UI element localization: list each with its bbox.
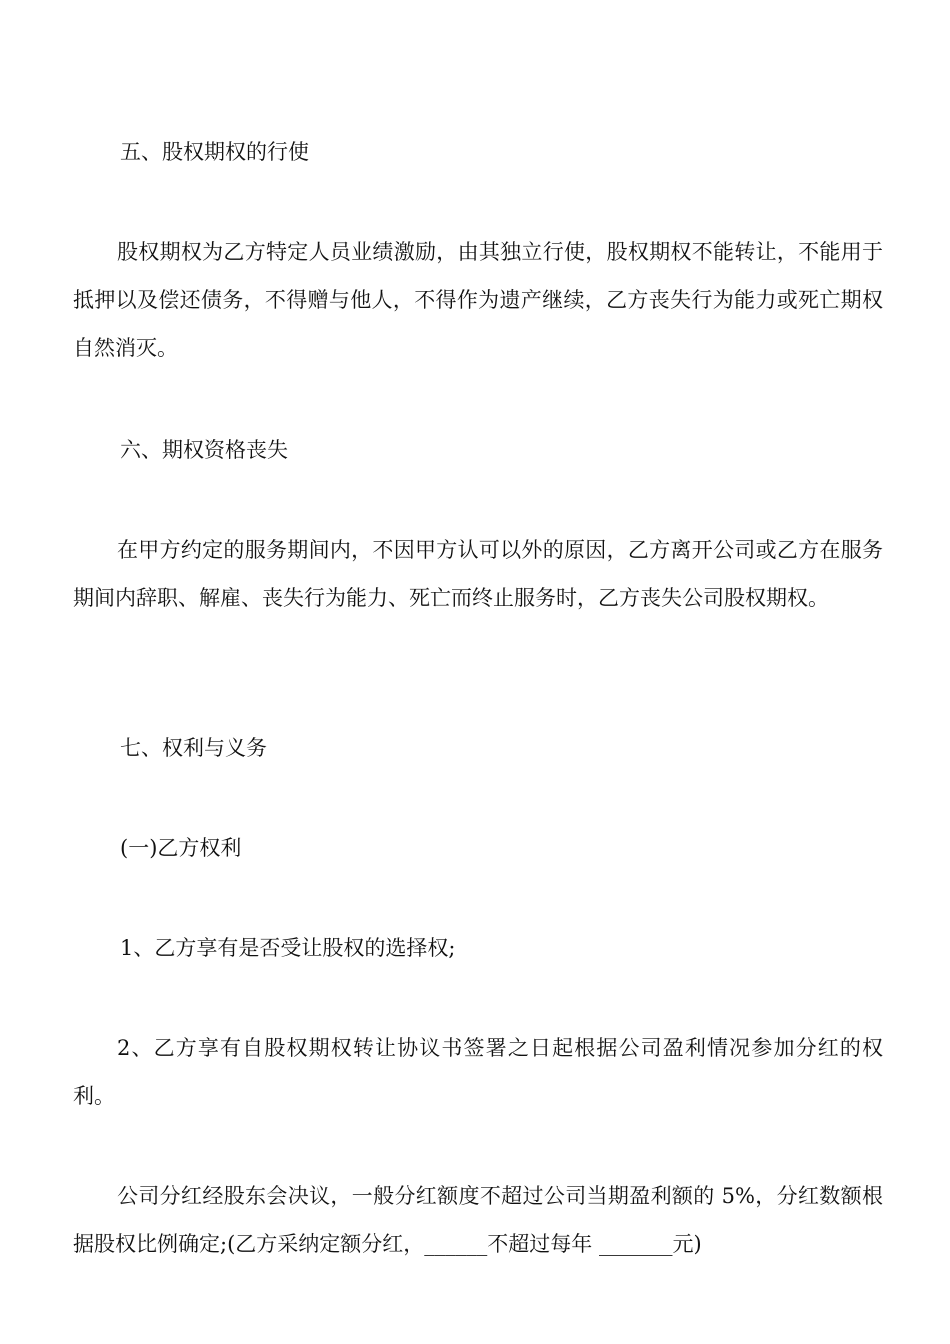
item2-paragraph (73, 1024, 883, 1120)
subsection1-title: (一)乙方权利 (120, 836, 242, 860)
item1-block (120, 924, 820, 972)
section5-heading (120, 128, 820, 176)
section6-paragraph (73, 526, 883, 622)
dividend-text: 公司分红经股东会决议，一般分红额度不超过公司当期盈利额的 5%，分红数额根据股权比例确定;(乙方采纳定额分红，______不超过每年 _______元) (73, 1184, 883, 1256)
dividend-paragraph (73, 1172, 883, 1268)
section5-body: 股权期权为乙方特定人员业绩激励，由其独立行使，股权期权不能转让，不能用于抵押以及偿还债务，不得赠与他人，不得作为遗产继续，乙方丧失行为能力或死亡期权自然消灭。 (73, 240, 883, 360)
section5-title: 五、股权期权的行使 (120, 140, 309, 164)
section6-title: 六、期权资格丧失 (120, 438, 288, 462)
section6-body: 在甲方约定的服务期间内，不因甲方认可以外的原因，乙方离开公司或乙方在服务期间内辞职、解雇、丧失行为能力、死亡而终止服务时，乙方丧失公司股权期权。 (73, 538, 883, 610)
section7-title: 七、权利与义务 (120, 736, 267, 760)
item1-text: 1、乙方享有是否受让股权的选择权; (120, 936, 456, 960)
item2-text: 2、乙方享有自股权期权转让协议书签署之日起根据公司盈利情况参加分红的权利。 (73, 1036, 883, 1108)
section6-heading (120, 426, 820, 474)
subsection1-heading (120, 824, 820, 872)
section7-heading (120, 724, 820, 772)
section5-paragraph (73, 228, 883, 372)
